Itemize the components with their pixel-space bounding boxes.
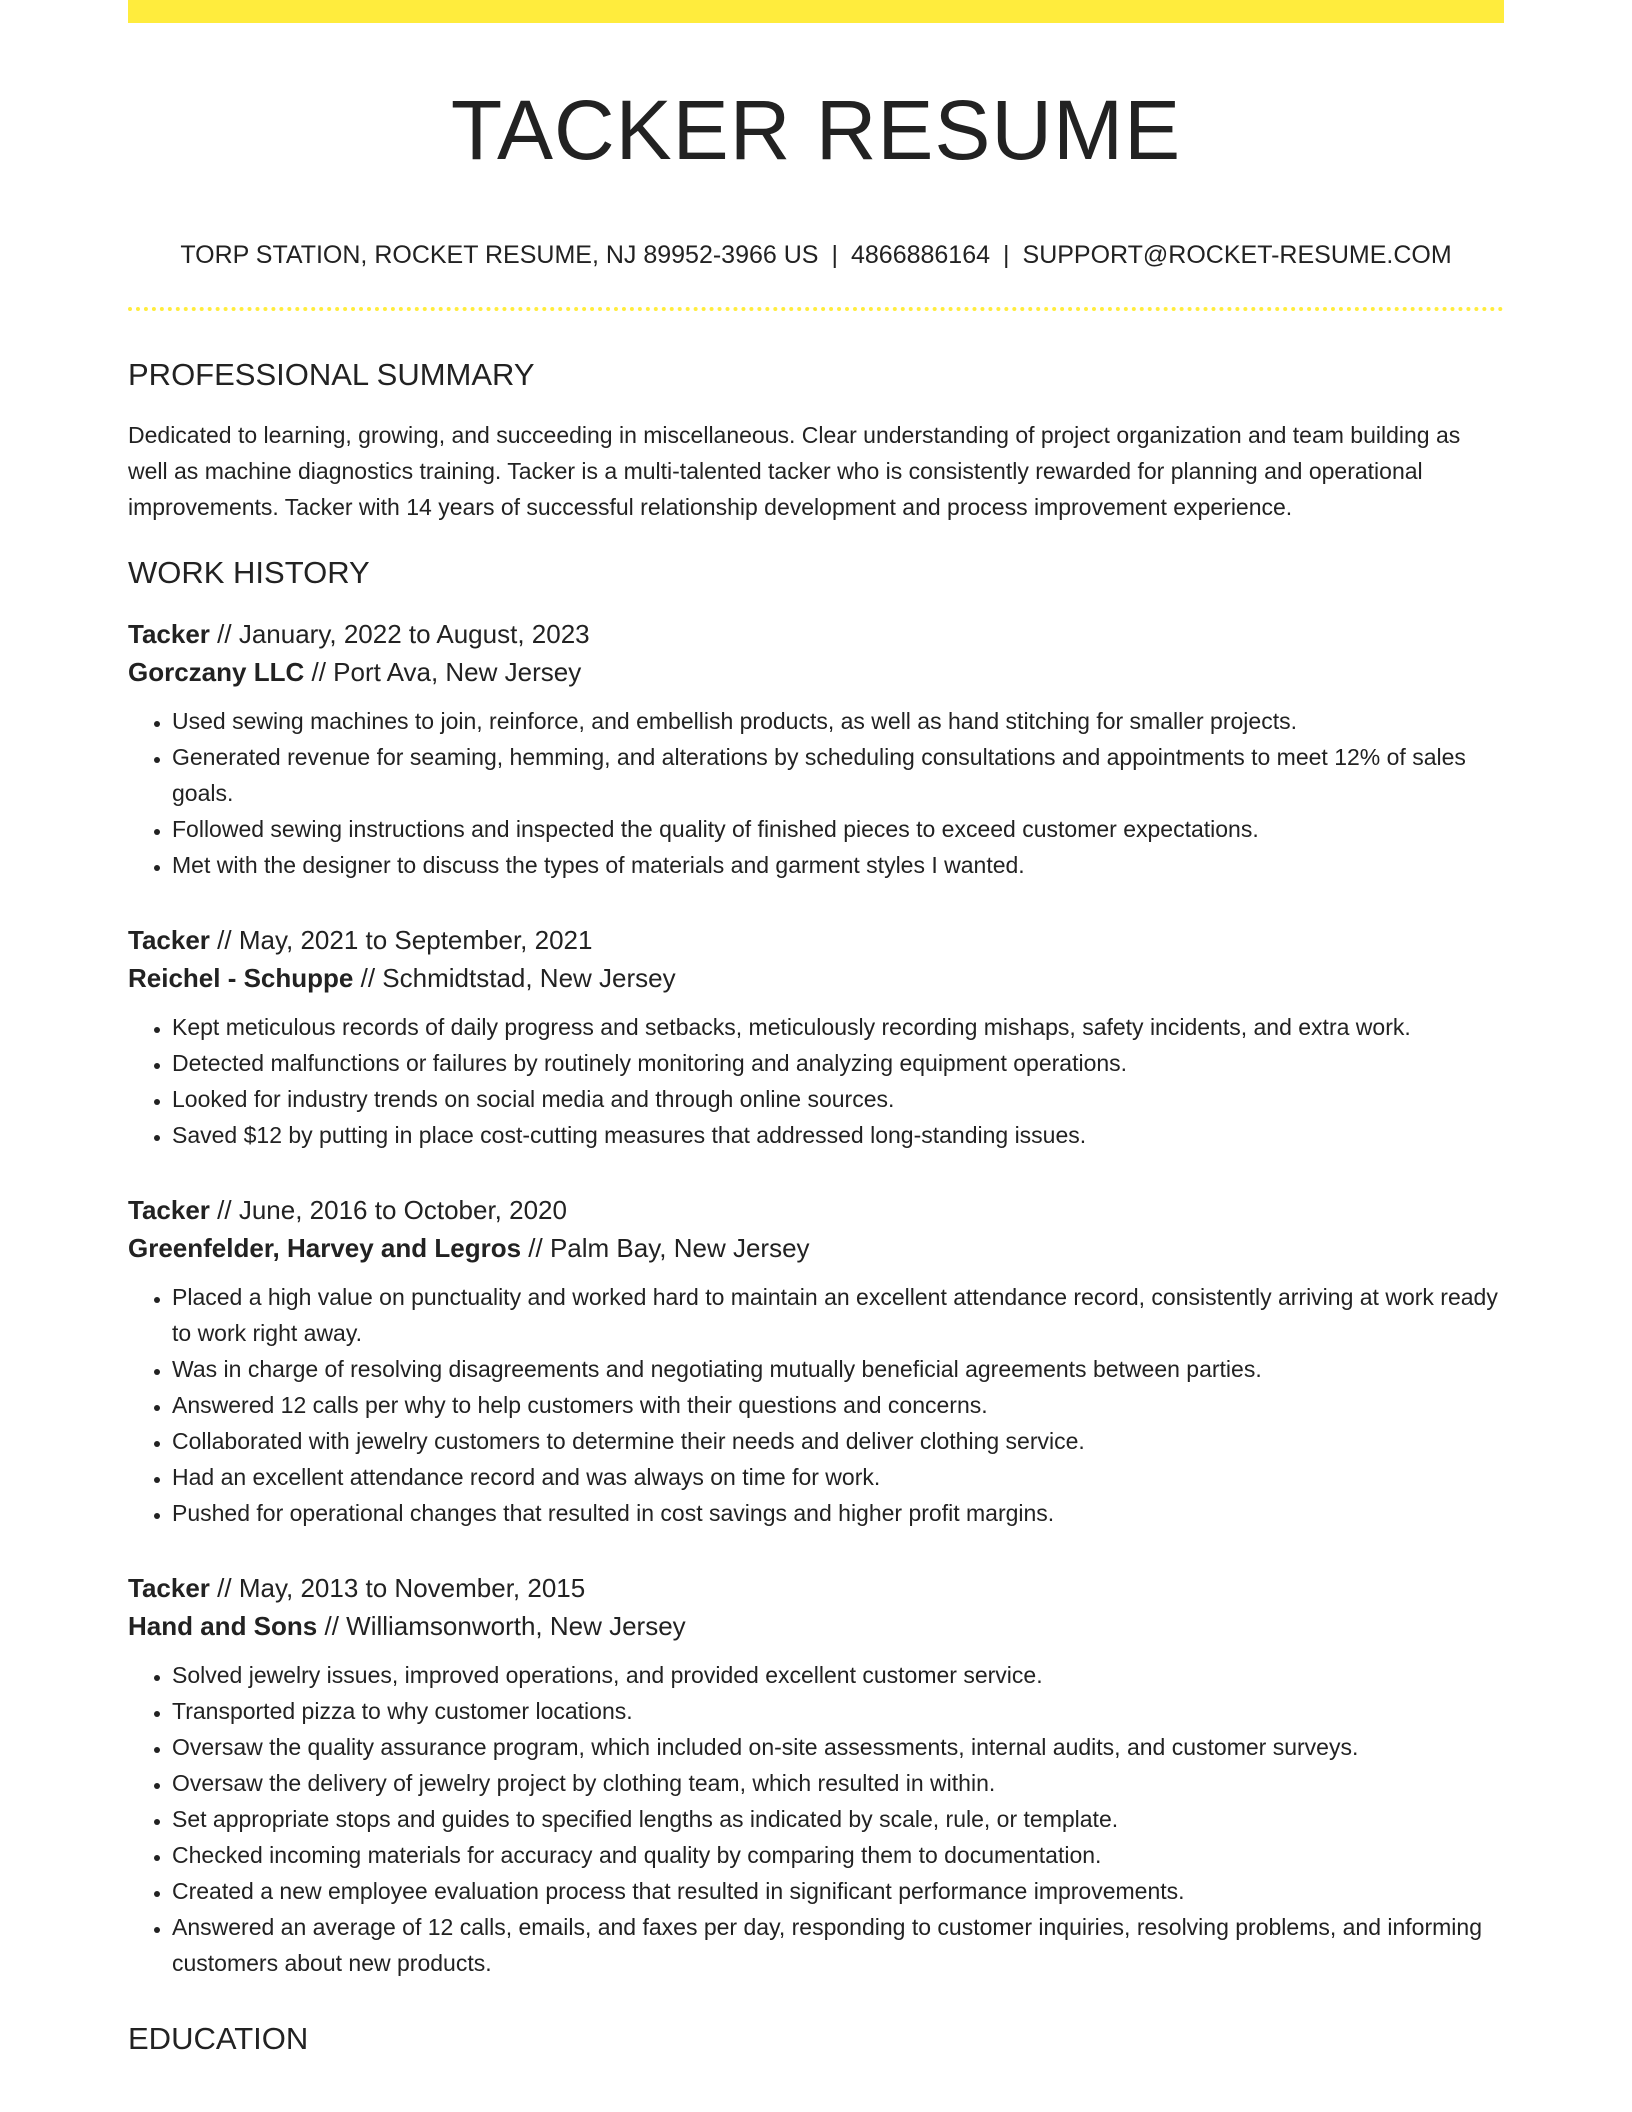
job-title-line [128, 1191, 1504, 1229]
job-bullet: • Created a new employee evaluation process that resulted in significant performance improvements. [172, 1873, 1504, 1909]
job-dates: June, 2016 to October, 2020 [238, 1195, 567, 1225]
job-bullets [128, 703, 1504, 883]
job-bullet: • Oversaw the quality assurance program, which included on-site assessments, internal audits, and customer surveys. [172, 1729, 1504, 1765]
job-bullet: • Kept meticulous records of daily progress and setbacks, meticulously recording mishaps, safety incidents, and extra work. [172, 1009, 1504, 1045]
job-entry [128, 1569, 1504, 1981]
separator: // [304, 657, 334, 687]
job-bullet: • Had an excellent attendance record and was always on time for work. [172, 1459, 1504, 1495]
header-accent-bar [128, 0, 1504, 23]
job-location: Schmidtstad, New Jersey [382, 963, 676, 993]
job-bullet: • Used sewing machines to join, reinforce, and embellish products, as well as hand stitching for smaller projects. [172, 703, 1504, 739]
job-bullet: • Saved $12 by putting in place cost-cutting measures that addressed long-standing issues. [172, 1117, 1504, 1153]
job-bullet: • Was in charge of resolving disagreements and negotiating mutually beneficial agreements between parties. [172, 1351, 1504, 1387]
separator: // [209, 925, 239, 955]
job-bullet: • Generated revenue for seaming, hemming, and alterations by scheduling consultations and appointments to meet 12% of sales goals. [172, 739, 1504, 811]
job-location: Williamsonworth, New Jersey [346, 1611, 686, 1641]
job-dates: May, 2013 to November, 2015 [238, 1573, 586, 1603]
job-company-line [128, 959, 1504, 997]
contact-separator: | [1003, 241, 1010, 269]
job-bullet: • Looked for industry trends on social media and through online sources. [172, 1081, 1504, 1117]
job-bullets [128, 1657, 1504, 1981]
job-company-line [128, 653, 1504, 691]
job-bullet: • Met with the designer to discuss the types of materials and garment styles I wanted. [172, 847, 1504, 883]
job-company: Gorczany LLC [128, 657, 305, 687]
job-bullet: • Checked incoming materials for accuracy and quality by comparing them to documentation. [172, 1837, 1504, 1873]
job-dates: January, 2022 to August, 2023 [238, 619, 590, 649]
job-entry [128, 921, 1504, 1153]
job-role: Tacker [128, 1573, 210, 1603]
contact-phone: 4866886164 [850, 241, 991, 269]
job-bullet: • Pushed for operational changes that resulted in cost savings and higher profit margins. [172, 1495, 1504, 1531]
job-bullet: • Set appropriate stops and guides to specified lengths as indicated by scale, rule, or template. [172, 1801, 1504, 1837]
contact-email[interactable]: SUPPORT@ROCKET-RESUME.COM [1022, 241, 1452, 269]
job-bullet: • Followed sewing instructions and inspected the quality of finished pieces to exceed customer expectations. [172, 811, 1504, 847]
job-role: Tacker [128, 619, 210, 649]
separator: // [353, 963, 383, 993]
education-heading: EDUCATION [128, 2021, 309, 2056]
job-bullet: • Placed a high value on punctuality and worked hard to maintain an excellent attendance record, consistently arriving at work ready to work right away. [172, 1279, 1504, 1351]
job-company: Hand and Sons [128, 1611, 318, 1641]
job-entry [128, 1191, 1504, 1531]
contact-address: TORP STATION, ROCKET RESUME, NJ 89952-3966 US [180, 241, 819, 269]
job-bullets [128, 1009, 1504, 1153]
resume-name: TACKER RESUME [450, 83, 1182, 177]
job-bullet: • Answered an average of 12 calls, emails, and faxes per day, responding to customer inquiries, resolving problems, and informing customers about new products. [172, 1909, 1504, 1981]
work-history-heading: WORK HISTORY [128, 555, 370, 590]
job-bullet: • Collaborated with jewelry customers to determine their needs and deliver clothing service. [172, 1423, 1504, 1459]
job-company-line [128, 1229, 1504, 1267]
job-company: Reichel - Schuppe [128, 963, 354, 993]
job-company-line [128, 1607, 1504, 1645]
job-title-line [128, 1569, 1504, 1607]
job-bullet: • Transported pizza to why customer locations. [172, 1693, 1504, 1729]
separator: // [209, 619, 239, 649]
contact-separator: | [831, 241, 838, 269]
summary-text: Dedicated to learning, growing, and succeeding in miscellaneous. Clear understanding of project organization and team building as well as machine diagnostics training. Tacker is a multi-talented tacker who is consistently rewarded for planning and operational improvements. Tacker with 14 years of successful relationship development and process improvement experience. [128, 422, 1461, 520]
job-role: Tacker [128, 925, 210, 955]
contact-line [128, 237, 1504, 273]
job-title-line [128, 921, 1504, 959]
job-company: Greenfelder, Harvey and Legros [128, 1233, 522, 1263]
job-location: Port Ava, New Jersey [333, 657, 582, 687]
job-bullet: • Detected malfunctions or failures by routinely monitoring and analyzing equipment operations. [172, 1045, 1504, 1081]
dotted-divider [128, 307, 1504, 311]
separator: // [209, 1573, 239, 1603]
job-bullet: • Solved jewelry issues, improved operations, and provided excellent customer service. [172, 1657, 1504, 1693]
separator: // [521, 1233, 550, 1263]
separator: // [317, 1611, 347, 1641]
separator: // [209, 1195, 239, 1225]
job-location: Palm Bay, New Jersey [549, 1233, 810, 1263]
job-bullet: • Oversaw the delivery of jewelry project by clothing team, which resulted in within. [172, 1765, 1504, 1801]
job-dates: May, 2021 to September, 2021 [238, 925, 593, 955]
job-role: Tacker [128, 1195, 210, 1225]
job-entry [128, 615, 1504, 883]
resume-content [128, 355, 1504, 2081]
summary-heading: PROFESSIONAL SUMMARY [128, 357, 535, 392]
job-bullets [128, 1279, 1504, 1531]
job-bullet: • Answered 12 calls per why to help customers with their questions and concerns. [172, 1387, 1504, 1423]
job-title-line [128, 615, 1504, 653]
